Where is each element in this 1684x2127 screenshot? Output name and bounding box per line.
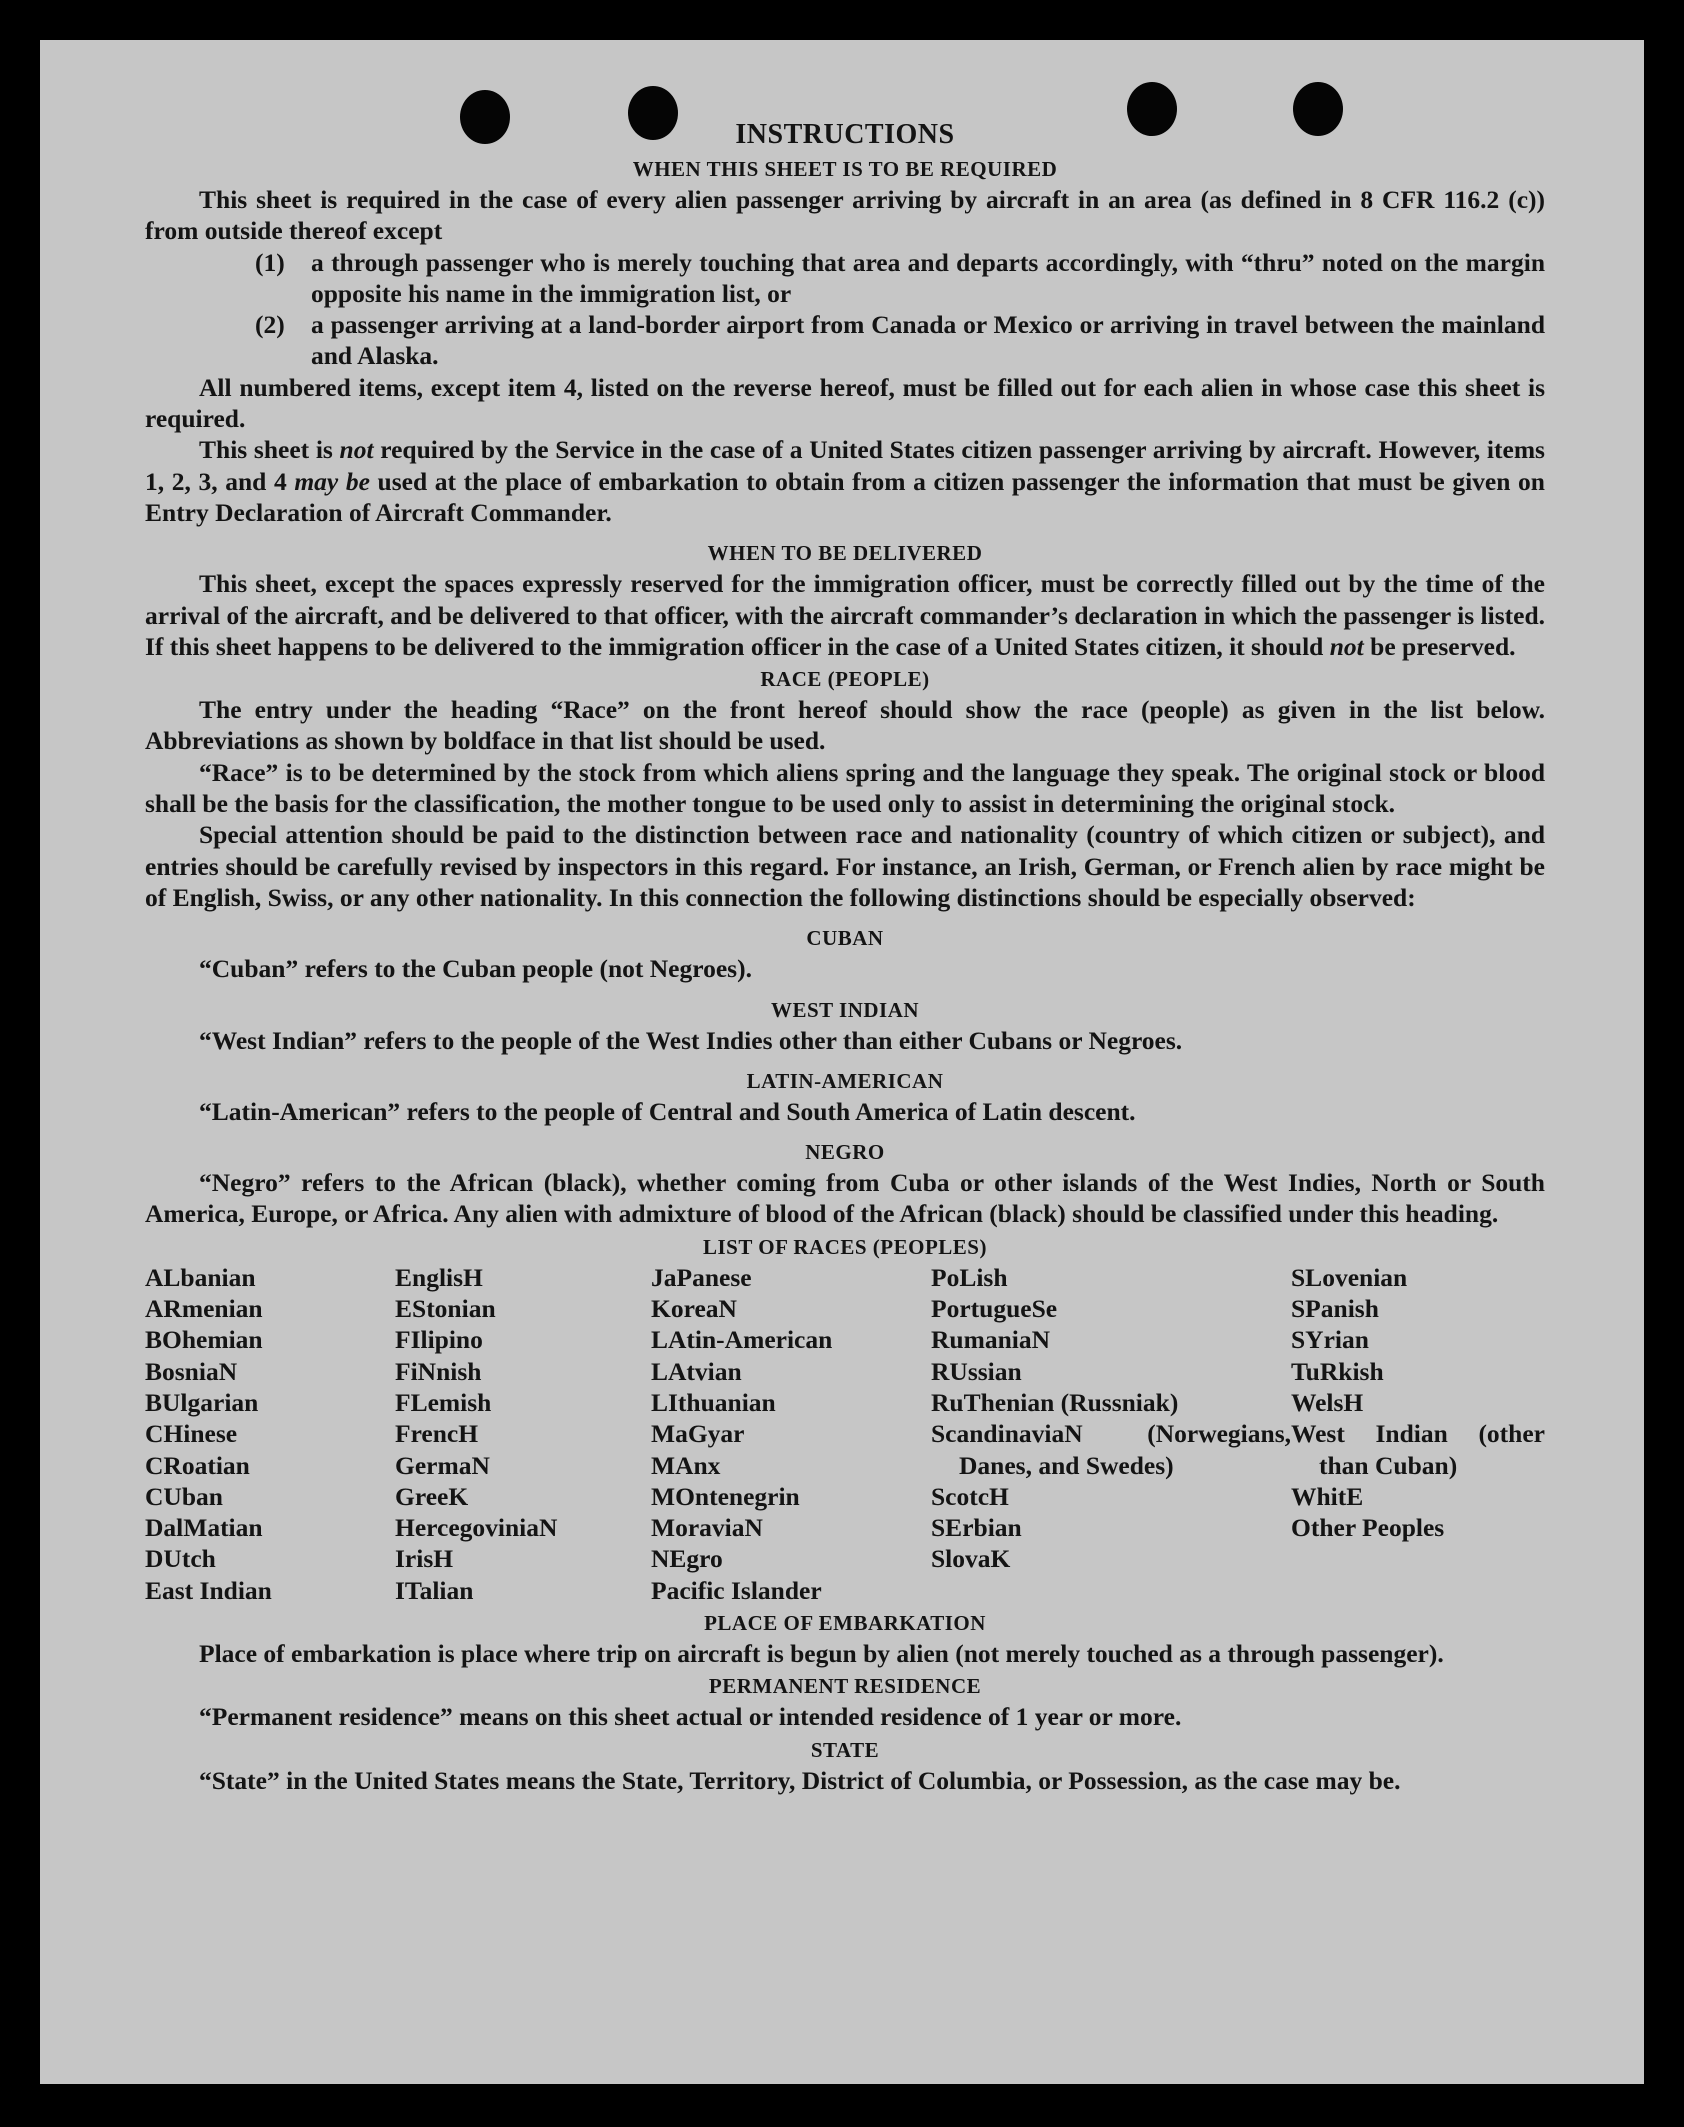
paragraph: “West Indian” refers to the people of the West Indies other than either Cubans or Negroes.	[199, 1025, 1183, 1055]
race-entry: HercegoviniaN	[395, 1513, 558, 1543]
section-heading: PLACE OF EMBARKATION	[704, 1610, 986, 1635]
section-heading: WHEN TO BE DELIVERED	[707, 541, 983, 566]
text-run-italic: not	[1329, 631, 1364, 661]
section-heading: PERMANENT RESIDENCE	[708, 1674, 982, 1699]
race-entry: LAtvian	[651, 1356, 742, 1386]
paragraph	[145, 568, 1545, 662]
paragraph: Special attention should be paid to the distinction between race and nationality (country of which citizen or subject), and entries should be carefully revised by inspectors in this regard. For instance, an Irish, German, or French alien by race might be of English, Swiss, or any other nationality. In this connection the following distinctions should be especially observed:	[145, 820, 1545, 912]
item-text: a through passenger who is merely touching that area and departs accordingly, with “thru” noted on the margin opposite his name in the immigration list, or	[311, 247, 1545, 308]
race-entry: DUtch	[145, 1544, 216, 1574]
race-entry: SPanish	[1291, 1294, 1379, 1324]
race-entry: WelsH	[1291, 1387, 1364, 1417]
race-entry: GermaN	[395, 1450, 490, 1480]
race-entry: MOntenegrin	[651, 1481, 800, 1511]
text-run: This sheet is	[199, 435, 340, 465]
race-entry: CHinese	[145, 1419, 238, 1449]
section-heading: LATIN-AMERICAN	[746, 1068, 944, 1093]
race-entry: EnglisH	[395, 1262, 483, 1292]
race-column	[931, 1262, 1291, 1606]
race-entry: WhitE	[1291, 1481, 1364, 1511]
instructions-content	[145, 118, 1545, 1796]
list-item	[255, 309, 1545, 372]
list-item	[255, 247, 1545, 310]
race-column	[395, 1262, 651, 1606]
paragraph: The entry under the heading “Race” on the front hereof should show the race (people) as given in the list below. Abbreviations as shown by boldface in that list should be used.	[145, 695, 1545, 756]
text-run: required by the Service in the case of a United States citizen passenger arriving by aircraft. However, items 1, 2, 3, and 4	[145, 435, 1545, 496]
race-entry: CRoatian	[145, 1450, 250, 1480]
page-title: INSTRUCTIONS	[735, 119, 955, 150]
race-entry: TuRkish	[1291, 1356, 1384, 1386]
race-entry: BOhemian	[145, 1325, 263, 1355]
race-entry: SYrian	[1291, 1325, 1369, 1355]
race-list	[145, 1262, 1545, 1606]
race-entry: NEgro	[651, 1544, 723, 1574]
text-run: used at the place of embarkation to obtain from a citizen passenger the information that must be given on Entry Declaration of Aircraft Commander.	[145, 466, 1545, 527]
race-entry: LAtin-American	[651, 1325, 833, 1355]
item-number: (2)	[255, 310, 285, 340]
paragraph: “Negro” refers to the African (black), whether coming from Cuba or other islands of the West Indies, North or South America, Europe, or Africa. Any alien with admixture of blood of the African (black) should be classified under this heading.	[145, 1168, 1545, 1229]
race-entry: FLemish	[395, 1387, 492, 1417]
race-entry: ScotcH	[931, 1481, 1009, 1511]
race-entry: DalMatian	[145, 1513, 263, 1543]
text-run: This sheet, except the spaces expressly reserved for the immigration officer, must be correctly filled out by the time of the arrival of the aircraft, and be delivered to that officer, with the aircraft commander’s declaration in which the passenger is listed. If this sheet happens to be delivered to the immigration officer in the case of a United States citizen, it should	[145, 569, 1545, 661]
paragraph: “Permanent residence” means on this sheet actual or intended residence of 1 year or more.	[199, 1702, 1182, 1732]
section-heading: LIST OF RACES (PEOPLES)	[703, 1234, 987, 1259]
race-entry: JaPanese	[651, 1262, 752, 1292]
paragraph: “Latin-American” refers to the people of Central and South America of Latin descent.	[199, 1096, 1136, 1126]
race-entry: IrisH	[395, 1544, 454, 1574]
race-entry: ARmenian	[145, 1294, 263, 1324]
paragraph: This sheet is required in the case of every alien passenger arriving by aircraft in an area (as defined in 8 CFR 116.2 (c)) from outside thereof except	[145, 185, 1545, 246]
section-heading: WEST INDIAN	[770, 997, 920, 1022]
race-entry: PoLish	[931, 1262, 1008, 1292]
race-entry: GreeK	[395, 1481, 469, 1511]
race-column	[1291, 1262, 1545, 1606]
race-entry: RUssian	[931, 1356, 1022, 1386]
race-entry: RuThenian (Russniak)	[931, 1387, 1179, 1417]
text-run-italic: may be	[294, 466, 370, 496]
section-heading: RACE (PEOPLE)	[760, 667, 930, 692]
document-page	[40, 40, 1644, 2084]
race-entry: FrencH	[395, 1419, 479, 1449]
race-entry: MaGyar	[651, 1419, 745, 1449]
race-entry: MAnx	[651, 1450, 721, 1480]
race-entry: PortugueSe	[931, 1294, 1058, 1324]
section-heading: NEGRO	[805, 1140, 885, 1165]
race-entry: RumaniaN	[931, 1325, 1051, 1355]
paragraph	[145, 434, 1545, 528]
race-column	[651, 1262, 931, 1606]
race-column	[145, 1262, 395, 1606]
race-entry: KoreaN	[651, 1294, 737, 1324]
paragraph: “State” in the United States means the State, Territory, District of Columbia, or Possession, as the case may be.	[199, 1765, 1401, 1795]
race-entry: FIlipino	[395, 1325, 483, 1355]
race-entry: ITalian	[395, 1575, 474, 1605]
race-entry: BosniaN	[145, 1356, 238, 1386]
race-entry: Other Peoples	[1291, 1513, 1445, 1543]
race-entry: EStonian	[395, 1294, 496, 1324]
item-number: (1)	[255, 247, 285, 277]
race-entry: LIthuanian	[651, 1387, 776, 1417]
race-entry: MoraviaN	[651, 1513, 763, 1543]
race-entry: SLovenian	[1291, 1262, 1408, 1292]
paragraph: All numbered items, except item 4, listed on the reverse hereof, must be filled out for each alien in whose case this sheet is required.	[145, 372, 1545, 434]
section-heading: CUBAN	[806, 926, 884, 951]
race-entry: Pacific Islander	[651, 1575, 822, 1605]
race-entry: FiNnish	[395, 1356, 482, 1386]
race-entry: CUban	[145, 1481, 223, 1511]
race-entry: SErbian	[931, 1513, 1022, 1543]
race-entry: West Indian (other than Cuban)	[1291, 1419, 1545, 1480]
race-entry: ALbanian	[145, 1262, 256, 1292]
section-heading: STATE	[810, 1737, 880, 1762]
paragraph: “Cuban” refers to the Cuban people (not Negroes).	[199, 954, 752, 984]
paragraph: Place of embarkation is place where trip on aircraft is begun by alien (not merely touched as a through passenger).	[199, 1638, 1444, 1668]
text-run: be preserved.	[1363, 631, 1516, 661]
item-text: a passenger arriving at a land-border airport from Canada or Mexico or arriving in travel between the mainland and Alaska.	[311, 310, 1545, 371]
text-run-italic: not	[339, 435, 374, 465]
race-entry: SlovaK	[931, 1544, 1011, 1574]
section-heading: WHEN THIS SHEET IS TO BE REQUIRED	[632, 157, 1058, 181]
paragraph: “Race” is to be determined by the stock from which aliens spring and the language they speak. The original stock or blood shall be the basis for the classification, the mother tongue to be used only to assist in determining the original stock.	[145, 757, 1545, 819]
race-entry: East Indian	[145, 1575, 272, 1605]
race-entry: ScandinaviaN (Norwegians, Danes, and Swedes)	[931, 1419, 1291, 1480]
race-entry: BUlgarian	[145, 1387, 259, 1417]
